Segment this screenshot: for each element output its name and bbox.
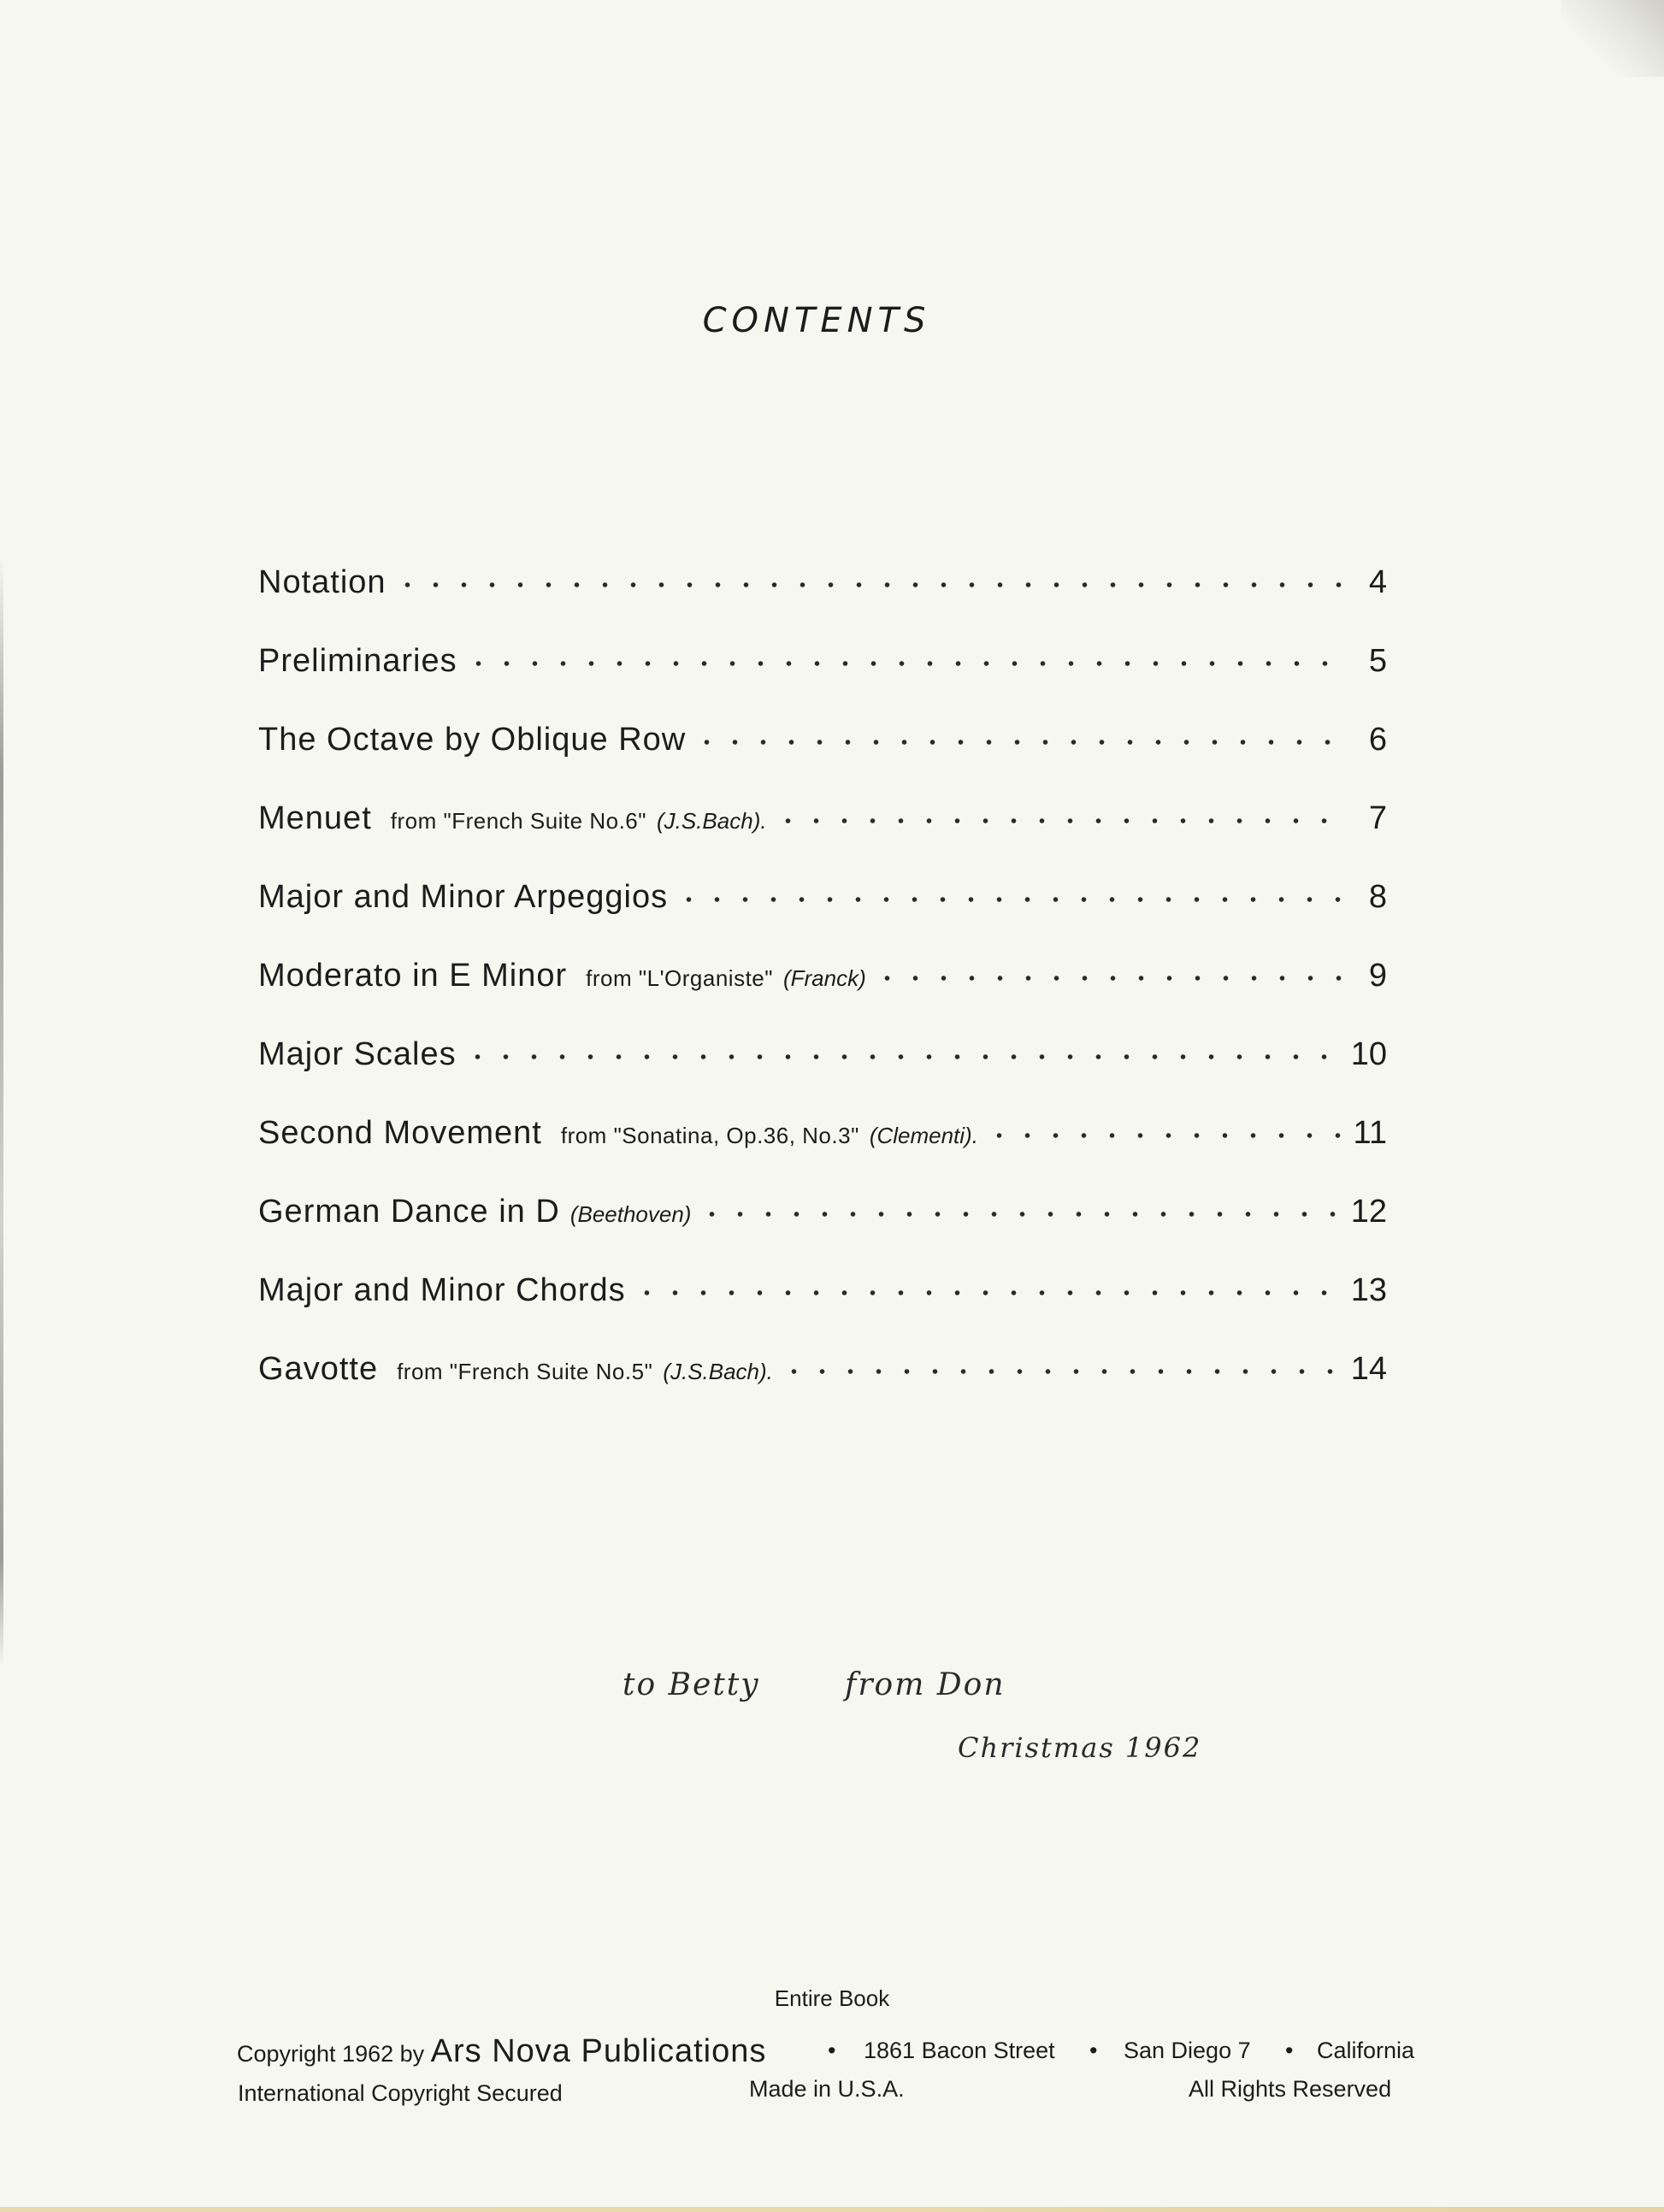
page-number: 7	[1368, 800, 1387, 836]
toc-entry	[258, 643, 1387, 722]
page-number: 6	[1368, 722, 1387, 758]
entry-title: German Dance in D	[258, 1194, 560, 1230]
entry-title: Menuet	[258, 800, 372, 836]
copyright-prefix: Copyright 1962 by	[237, 2041, 425, 2067]
toc-entry	[258, 564, 1387, 643]
page-title: CONTENTS	[702, 301, 931, 340]
dot-leader	[698, 1212, 1343, 1217]
toc-entry	[258, 1351, 1387, 1430]
dot-leader	[463, 1054, 1344, 1059]
entire-book-label: Entire Book	[774, 1985, 890, 2011]
publisher-state: California	[1317, 2038, 1415, 2063]
entry-title: Major and Minor Chords	[258, 1272, 626, 1308]
entry-title: Moderato in E Minor	[258, 958, 568, 994]
toc-entry	[258, 722, 1387, 800]
toc-entry	[258, 1115, 1387, 1194]
entry-source: from "Sonatina, Op.36, No.3"	[560, 1123, 859, 1148]
page-number: 12	[1350, 1194, 1387, 1230]
international-copyright: International Copyright Secured	[238, 2080, 563, 2106]
entry-title: Notation	[258, 564, 386, 600]
entry-composer: (Clementi).	[869, 1123, 978, 1148]
bullet-separator: •	[1089, 2038, 1098, 2063]
entry-composer: (J.S.Bach).	[663, 1359, 773, 1384]
made-in-label: Made in U.S.A.	[749, 2076, 905, 2102]
bullet-separator: •	[1285, 2038, 1294, 2063]
bottom-edge	[0, 2207, 1664, 2212]
dot-leader	[675, 897, 1346, 902]
copyright-line	[237, 2033, 766, 2070]
toc-entry	[258, 1194, 1387, 1272]
publisher-name: Ars Nova Publications	[430, 2033, 767, 2069]
page-number: 10	[1350, 1036, 1387, 1072]
toc-entry	[258, 958, 1387, 1036]
dot-leader	[780, 1369, 1344, 1374]
publisher-city: San Diego 7	[1124, 2038, 1251, 2063]
inscription-from: from Don	[845, 1667, 1006, 1702]
entry-source: from "French Suite No.5"	[397, 1359, 653, 1384]
page-number: 14	[1350, 1351, 1387, 1387]
entry-composer: (J.S.Bach).	[656, 808, 767, 834]
inscription-to: to Betty	[623, 1667, 760, 1702]
entry-title: The Octave by Oblique Row	[258, 722, 687, 758]
rights-reserved: All Rights Reserved	[1189, 2076, 1392, 2102]
entry-title: Major and Minor Arpeggios	[258, 879, 669, 915]
table-of-contents	[258, 564, 1387, 1430]
dot-leader	[393, 582, 1346, 587]
dot-leader	[774, 818, 1346, 823]
entry-title: Major Scales	[258, 1036, 457, 1072]
bullet-separator: •	[828, 2038, 836, 2063]
page-number: 11	[1353, 1115, 1387, 1151]
inscription-date: Christmas 1962	[958, 1731, 1202, 1764]
entry-composer: (Franck)	[782, 965, 866, 991]
page-number: 4	[1368, 564, 1387, 600]
dot-leader	[464, 661, 1346, 666]
page-number: 5	[1368, 643, 1387, 679]
page-number: 9	[1368, 958, 1387, 994]
dot-leader	[985, 1133, 1346, 1138]
toc-entry	[258, 1036, 1387, 1115]
publisher-address: 1861 Bacon Street	[864, 2038, 1055, 2063]
page-corner-fold	[1561, 0, 1664, 77]
page-number: 13	[1350, 1272, 1387, 1308]
entry-title: Preliminaries	[258, 643, 457, 679]
toc-entry	[258, 1272, 1387, 1351]
entry-title: Second Movement	[258, 1115, 542, 1151]
dot-leader	[693, 740, 1346, 745]
toc-entry	[258, 800, 1387, 879]
toc-entry	[258, 879, 1387, 958]
dot-leader	[633, 1290, 1344, 1295]
binding-edge	[0, 556, 3, 1667]
entry-source: from "French Suite No.6"	[390, 808, 646, 834]
entry-composer: (Beethoven)	[569, 1201, 692, 1227]
page-number: 8	[1368, 879, 1387, 915]
entry-title: Gavotte	[258, 1351, 379, 1387]
entry-source: from "L'Organiste"	[586, 965, 773, 991]
dot-leader	[873, 976, 1346, 981]
